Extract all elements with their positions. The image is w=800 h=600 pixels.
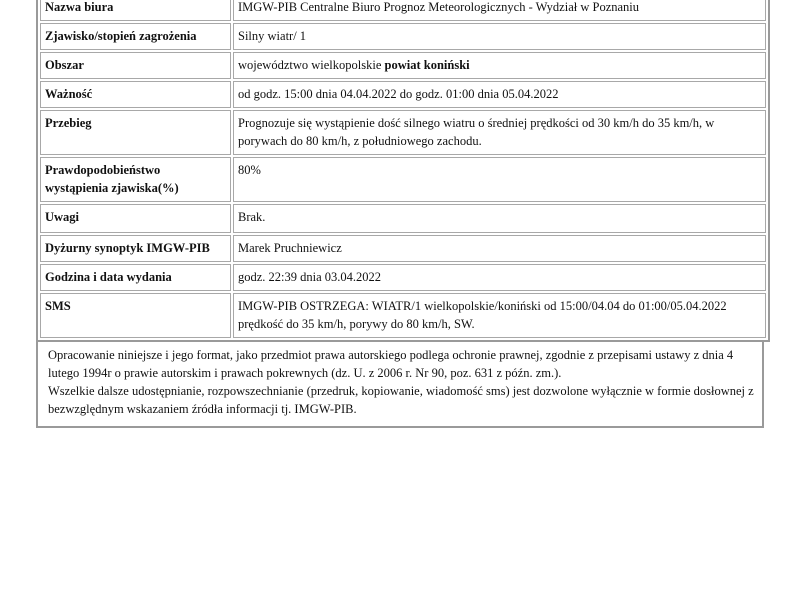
area-voivodeship: województwo wielkopolskie (238, 58, 385, 72)
table-row (40, 264, 766, 291)
table-row (40, 81, 766, 108)
table-row (40, 52, 766, 79)
row-value-area (233, 52, 766, 79)
row-value-validity: od godz. 15:00 dnia 04.04.2022 do godz. 01:00 dnia 05.04.2022 (233, 81, 766, 108)
row-value-probability: 80% (233, 157, 766, 202)
row-value-phenomenon: Silny wiatr/ 1 (233, 23, 766, 50)
table-row (40, 204, 766, 233)
copyright-notice: Opracowanie niniejsze i jego format, jako przedmiot prawa autorskiego podlega ochronie prawnej, zgodnie z przepisami ustawy z dnia 4 lutego 1994r o prawie autorskim i prawach pokrewnych (dz. U. z 2006 r. Nr 90, poz. 631 z późn. zm.). (48, 348, 734, 380)
warning-table (36, 0, 770, 342)
table-row (40, 110, 766, 155)
sharing-notice: Wszelkie dalsze udostępnianie, rozpowszechnianie (przedruk, kopiowanie, wiadomość sms) jest dozwolone wyłącznie w formie dosłownej z bezwzględnym wskazaniem źródła informacji tj. IMGW-PIB. (48, 384, 754, 416)
row-value-remarks: Brak. (233, 204, 766, 233)
row-value-course: Prognozuje się wystąpienie dość silnego wiatru o średniej prędkości od 30 km/h do 35 km/h, w porywach do 80 km/h, z południowego zachodu. (233, 110, 766, 155)
table-row (40, 157, 766, 202)
row-label-remarks: Uwagi (40, 204, 231, 233)
row-value-issued: godz. 22:39 dnia 03.04.2022 (233, 264, 766, 291)
row-value-office: IMGW-PIB Centralne Biuro Prognoz Meteorologicznych - Wydział w Poznaniu (233, 0, 766, 21)
table-row (40, 293, 766, 338)
row-label-forecaster: Dyżurny synoptyk IMGW-PIB (40, 235, 231, 262)
row-label-phenomenon: Zjawisko/stopień zagrożenia (40, 23, 231, 50)
table-row (40, 0, 766, 21)
legal-footer (36, 340, 764, 428)
row-label-office: Nazwa biura (40, 0, 231, 21)
table-row (40, 23, 766, 50)
row-label-area: Obszar (40, 52, 231, 79)
warning-document (36, 0, 764, 428)
table-row (40, 235, 766, 262)
row-label-course: Przebieg (40, 110, 231, 155)
row-label-validity: Ważność (40, 81, 231, 108)
row-value-sms: IMGW-PIB OSTRZEGA: WIATR/1 wielkopolskie/koniński od 15:00/04.04 do 01:00/05.04.2022 prędkość do 35 km/h, porywy do 80 km/h, SW. (233, 293, 766, 338)
row-value-forecaster: Marek Pruchniewicz (233, 235, 766, 262)
area-county: powiat koniński (384, 58, 470, 72)
row-label-sms: SMS (40, 293, 231, 338)
row-label-issued: Godzina i data wydania (40, 264, 231, 291)
row-label-probability: Prawdopodobieństwo wystąpienia zjawiska(%) (40, 157, 231, 202)
